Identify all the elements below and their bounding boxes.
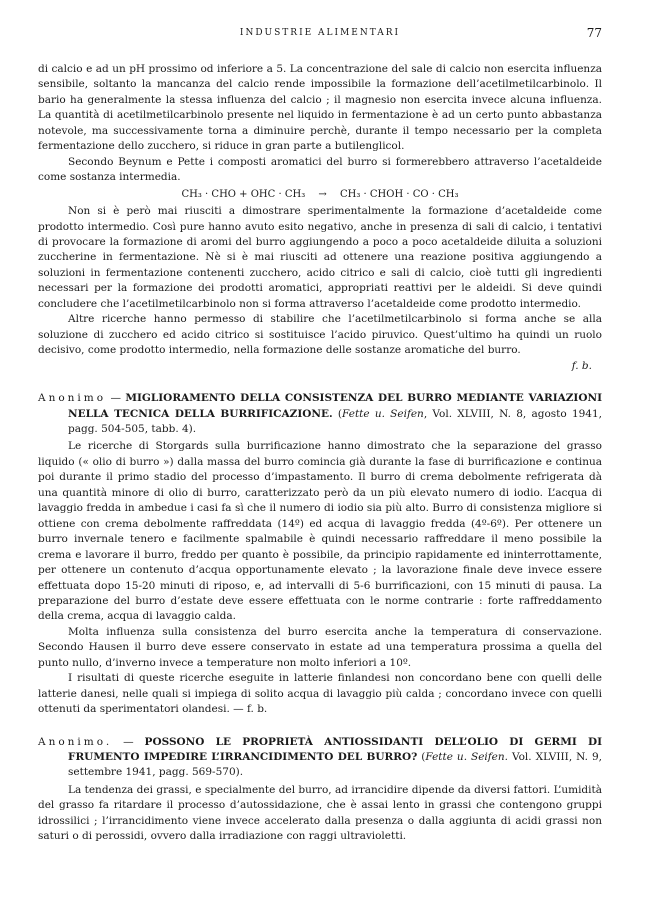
article-title: MIGLIORAMENTO DELLA CONSISTENZA DEL BURRO MEDIANTE VARIAZIONI NELLA TECNICA DELLA BURRIFICAZIONE.: [68, 392, 602, 420]
paragraph: Altre ricerche hanno permesso di stabilire che l’acetilmetilcarbinolo si forma anche se alla soluzione di zucchero ed acido citrico si sostituisce l’acido piruvico. Quest’ultimo ha quindi un ruolo decisivo, come prodotto intermedio, nella formazione delle sostanze aromatiche del burro.: [38, 313, 602, 357]
article-heading: [38, 391, 602, 437]
paragraph: Secondo Beynum e Pette i composti aromatici del burro si formerebbero attraverso l’acetaldeide come sostanza intermedia.: [38, 155, 602, 184]
paragraph: Non si è però mai riusciti a dimostrare sperimentalmente la formazione d’acetaldeide come prodotto intermedio. Così pure hanno avuto esito negativo, anche in presenza di sali di calcio, i tentativi di provocare la formazione di aromi del burro aggiungendo a poco a poco acetaldeide diluita a soluzioni zuccherine in fermentazione. Nè si è mai riusciti ad ottenere una reazione positiva aggiungendo a soluzioni in fermentazione contenenti zucchero, acido citrico e sali di calcio, cioè tutti gli ingredienti necessari per la formazione dei prodotti aromatici, appropriati reattivi per le aldeidi. Si deve quindi concludere che l’acetilmetilcarbinolo non si forma attraverso l’acetaldeide come prodotto intermedio.: [38, 205, 602, 310]
paragraph: Molta influenza sulla consistenza del burro esercita anche la temperatura di conservazione. Secondo Hausen il burro deve essere conservato in estate ad una temperatura prossima a quella del punto nullo, d’inverno invece a temperature non molto inferiori a 10º.: [38, 625, 602, 669]
paragraph: di calcio e ad un pH prossimo od inferiore a 5. La concentrazione del sale di calcio non esercita influenza sensibile, soltanto la mancanza del calcio rende impossibile la formazione dell’acetilmetilcarbinolo. Il bario ha generalmente la stessa influenza del calcio ; il magnesio non esercita invece alcuna influenza. La quantità di acetilmetilcarbinolo presente nel liquido in fermentazione è ad un certo punto abbastanza notevole, ma successivamente torna a diminuire perchè, durante il tempo necessario per la completa fermentazione dello zucchero, si riduce in gran parte a butilenglicol.: [38, 63, 602, 153]
running-head: INDUSTRIE ALIMENTARI: [239, 28, 401, 38]
signature: f. b.: [571, 359, 592, 372]
article-author: Anonimo.: [38, 735, 113, 748]
page-number: 77: [586, 26, 602, 40]
paragraph: I risultati di queste ricerche eseguite in latterie finlandesi non concordano bene con quelli delle latterie danesi, nelle quali si impiega di solito acqua di lavaggio più calda ; concordano invece con quelli ottenuti da sperimentatori olandesi. — f. b.: [38, 672, 602, 716]
formula-reactants: CH₃ · CHO + OHC · CH₃: [181, 188, 306, 200]
dash: —: [106, 392, 126, 405]
citation-details: . Vol. XLVIII, N. 9, settembre 1941, pagg. 569-570).: [68, 751, 603, 779]
paragraph: La tendenza dei grassi, e specialmente del burro, ad irrancidire dipende da diversi fattori. L’umidità del grasso fa ritardare il processo d’autossidazione, che è assai lento in grassi che contengono gruppi idrossilici ; l’irrancidimento viene invece accelerato dalla presenza o dalla aggiunta di acidi grassi non saturi o di perossidi, ovvero dalla irradiazione con raggi ultravioletti.: [38, 783, 602, 843]
formula-product: CH₃ · CHOH · CO · CH₃: [339, 188, 459, 200]
citation-details: , Vol. XLVIII, N. 8, agosto 1941, pagg. 504-505, tabb. 4).: [68, 407, 603, 435]
journal-name: Fette u. Seifen: [425, 751, 505, 764]
journal-name: Fette u. Seifen: [342, 407, 424, 420]
paragraph: Le ricerche di Storgards sulla burrificazione hanno dimostrato che la separazione del grasso liquido (« olio di burro ») dalla massa del burro comincia già durante la fase di burrificazione e continua poi durante il primo stadio del processo d’impastamento. Il burro di crema debolmente refrigerata dà una quantità minore di olio di burro, caratterizzato però da un più elevato numero di iodio. L’acqua di lavaggio fredda in ambedue i casi fa sì che il numero di iodio sia più alto. Burro di consistenza migliore si ottiene con crema debolmente raffreddata (14º) ed acqua di lavaggio fredda (4º-6º). Per ottenere un burro invernale tenero e facilmente spalmabile è quindi necessario raffreddare il meno possibile la crema e lavorare il burro, freddo per quanto è possibile, da principio rapidamente ed ininterrottamente, per ottenere un contenuto d’acqua opportunamente elevato ; la lavorazione finale deve invece essere effettuata dopo 15-20 minuti di riposo, e, ad intervalli di 5-6 burrificazioni, con 15 minuti di pausa. La preparazione del burro d’estate deve essere effettuata con le norme contrarie : forte raffreddamento della crema, acqua di lavaggio calda.: [38, 440, 602, 623]
reaction-arrow: →: [318, 188, 327, 200]
page-content: [38, 62, 602, 845]
article-citation: Anonimo — MIGLIORAMENTO DELLA CONSISTENZA DEL BURRO MEDIANTE VARIAZIONI NELLA TECNICA DELLA BURRIFICAZIONE. (Fette u. Seifen, Vol. XLVIII, N. 8, agosto 1941, pagg. 504-505, tabb. 4).: [38, 392, 603, 435]
page-header: [38, 28, 602, 44]
article-heading: [38, 735, 602, 781]
article-author: Anonimo: [38, 392, 107, 405]
dash: —: [112, 735, 145, 748]
article-title: POSSONO LE PROPRIETÀ ANTIOSSIDANTI DELL’OLIO DI GERMI DI FRUMENTO IMPEDIRE L’IRRANCIDIMENTO DEL BURRO?: [68, 735, 602, 764]
article-citation: Anonimo. — POSSONO LE PROPRIETÀ ANTIOSSIDANTI DELL’OLIO DI GERMI DI FRUMENTO IMPEDIRE L’IRRANCIDIMENTO DEL BURRO? (Fette u. Seifen. Vol. XLVIII, N. 9, settembre 1941, pagg. 569-570).: [38, 735, 603, 779]
chemical-formula: [38, 186, 602, 204]
